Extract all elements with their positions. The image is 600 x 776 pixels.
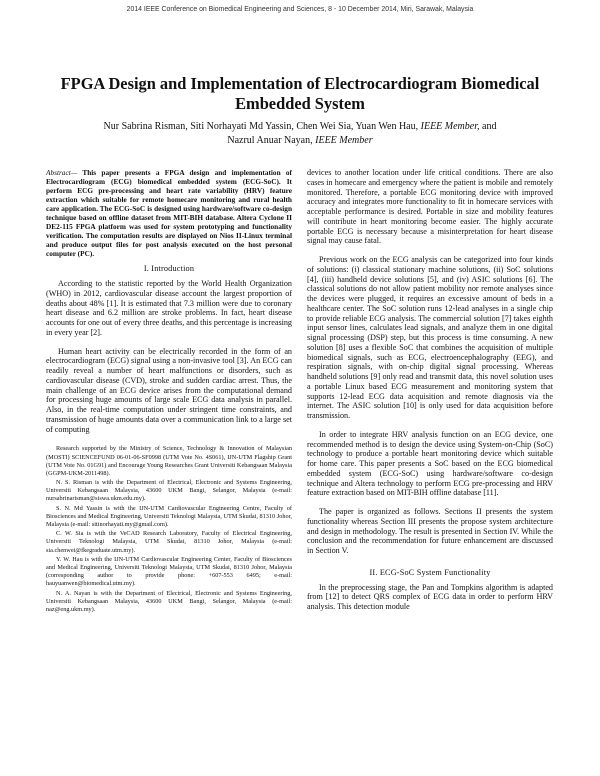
body-paragraph: The paper is organized as follows. Sections II presents the system functionality whereas Section III presents the propose system architecture and design in methodology. The result is presented in Section IV. While the conclusion and the recommendation for future enhancement are discussed in Section V. [307, 507, 553, 555]
footnote-affiliation: Y. W. Hau is with the IJN-UTM Cardiovascular Engineering Center, Faculty of Biosciences and Medical Engineering, Universiti Teknologi Malaysia, UTM Skudai, 81310 Johor, Malaysia (corresponding author to provide phone: +607-553 6495; e-mail: hauyuanwen@biomedical.utm.my). [46, 556, 292, 588]
footnote-affiliation: N. A. Nayan is with the Department of Electrical, Electronic and Systems Engineering, Universiti Kebangsaan Malaysia, 43600 UKM Bangi, Selangor, Malaysia (e-mail: naz@eng.ukm.my). [46, 589, 292, 613]
body-paragraph: devices to another location under life critical conditions. There are also cases in homecare and emergency where the patient is mobile and remotely monitored. Therefore, a portable ECG monitoring device with improved accuracy and integrates more functionality to fit in homecare services with acceptable performance is desired. Portable in size and mobility features will contribute in heart monitoring become easier. The highly accurate portable ECG is necessary because a misinterpretation for heart disease signal may cause fatal. [307, 168, 553, 246]
body-paragraph: Previous work on the ECG analysis can be categorized into four kinds of solutions: (i) classical stationary machine solutions, (ii) SoC solutions [4], (iii) handheld device solutions [5], and (iv) ASIC solutions [6]. The classical solutions do not allow patient mobility nor remote analyses since the devices were plugged, it requires an excessive amount of beds in a healthcare center. The SoC solution runs 12-lead analyses in a single chip to provide reliable ECG analysis. The commercial solution [7] takes eighth input sensor lines, calculates lead signals, and analyze them in one digital signal processing (DSP) step, but this process is time consuming. A new solution [8] uses a flexible SoC that combines the acquisition of multiple biomedical signals, such as ECG, electroencephalography (EEG), and respiration signals, with on-chip digital signal processing. Whereas handheld solutions [9] only read and transmit data, this novel solution uses a portable Linux based ECG measurement and monitoring system that supports 12-lead ECG data acquisition and remote diagnosis via the internet. The ASIC solution [10] is only used for data acquisition before transmission. [307, 255, 553, 420]
footnotes [46, 445, 292, 613]
footnote-affiliation: C. W. Sia is with the VeCAD Research Laboratory, Faculty of Electrical Engineering, Universiti Teknologi Malaysia, UTM Skudai, 81310 Johor, Malaysia (e-mail: sia.chenwei@fkegraduate.utm.my). [46, 530, 292, 554]
authors-names-line1: Nur Sabrina Risman, Siti Norhayati Md Yassin, Chen Wei Sia, Yuan Wen Hau, [103, 121, 419, 132]
body-paragraph: In the preprocessing stage, the Pan and Tompkins algorithm is adapted from [12] to detect QRS complex of ECG data in order to perform HRV analysis. This detection module [307, 582, 553, 611]
abstract-label: Abstract— [46, 168, 78, 177]
section-heading-introduction: I. Introduction [143, 264, 195, 274]
right-column [307, 168, 553, 612]
author-role: IEEE Member [315, 135, 373, 146]
footnote-affiliation: S. N. Md Yassin is with the IJN-UTM Cardiovascular Engineering Centre, Faculty of Biosciences and Medical Engineering, Universiti Teknologi Malaysia, UTM Skudai, 81310 Johor, Malaysia (e-mail: sitinorhayati.my@gmail.com). [46, 504, 292, 528]
section-heading-functionality: II. ECG-SoC System Functionality [369, 567, 491, 577]
abstract-text: This paper presents a FPGA design and implementation of Electrocardiogram (ECG) biomedical embedded system (ECG-SoC). It perform ECG pre-processing and heart rate variability (HRV) feature extraction which suitable for remote homecare monitoring and rural health care application. The ECG-SoC is designed using hardware/software co-design technique based on offline dataset from MIT-BIH database. Altera Cyclone II DE2-115 FPGA platform was used for system prototyping and functionality verification. The computation results are displayed on Nios II-Linux terminal and produce output files for post analysis executed on the host personal computer (PC). [46, 168, 292, 259]
paper-title: FPGA Design and Implementation of Electrocardiogram Biomedical Embedded System [60, 74, 540, 113]
left-column [46, 168, 292, 615]
intro-paragraph-2: Human heart activity can be electrically recorded in the form of an electrocardiogram (ECG) signal using a non-invasive tool [3]. An ECG can readily reveal a number of heart malfunctions or disorders, such as cardiovascular disease (CVD), stroke and sudden cardiac arrest. Thus, the main challenge of an ECG device arises from the computational demand for processing huge amounts of large scale ECG data analysis in parallel. Also, in the real-time computation under stringent time constraints, and transmission of huge amounts data over a communication link to a large set of computing [46, 346, 292, 434]
conference-header: 2014 IEEE Conference on Biomedical Engineering and Sciences, 8 - 10 December 2014, Miri, Sarawak, Malaysia [126, 6, 474, 13]
author-role: IEEE Member, [420, 121, 480, 132]
author-list [75, 120, 525, 148]
authors-and: and [482, 121, 497, 132]
footnote-funding: Research supported by the Ministry of Science, Technology & Innovation of Malaysian (MOSTI) SCIENCEFUND 06-01-06-SF0998 (UTM Vote No. 4S061), IJN-UTM Flagship Grant (UTM Vote No. 01G91) and Encourage Young Researches Grant Universiti Kebangsaan Malaysia (GGPM-UKM-2011498). [46, 445, 292, 477]
abstract [46, 168, 292, 258]
authors-names-line2: Nazrul Anuar Nayan, [227, 135, 313, 146]
body-paragraph: In order to integrate HRV analysis function on an ECG device, one recommended method is to design the device using System-on-Chip (SoC) technology to produce a portable heart monitoring device which suitable for home care. This paper presents a SoC based on the ECG biomedical embedded system (ECG-SoC) using hardware/software co-design technique and Altera technology to perform ECG pre-processing and HRV feature extraction based on MIT-BIH offline database [11]. [307, 429, 553, 498]
intro-paragraph-1: According to the statistic reported by the World Health Organization (WHO) in 2012, cardiovascular disease account the largest proportion of deaths about 48% [1]. It is estimated that 7.3 million were due to coronary heart disease and 6.2 million are stroke problems. In fact, heart disease accounts for one out of every three deaths, and this percentage is increasing in every year [2]. [46, 279, 292, 337]
footnote-affiliation: N. S. Risman is with the Department of Electrical, Electronic and Systems Engineering, Universiti Kebangsaan Malaysia, 43600 UKM Bangi, Selangor, Malaysia (e-mail: nursabrinarisman@siswa.ukm.edu.my). [46, 479, 292, 503]
